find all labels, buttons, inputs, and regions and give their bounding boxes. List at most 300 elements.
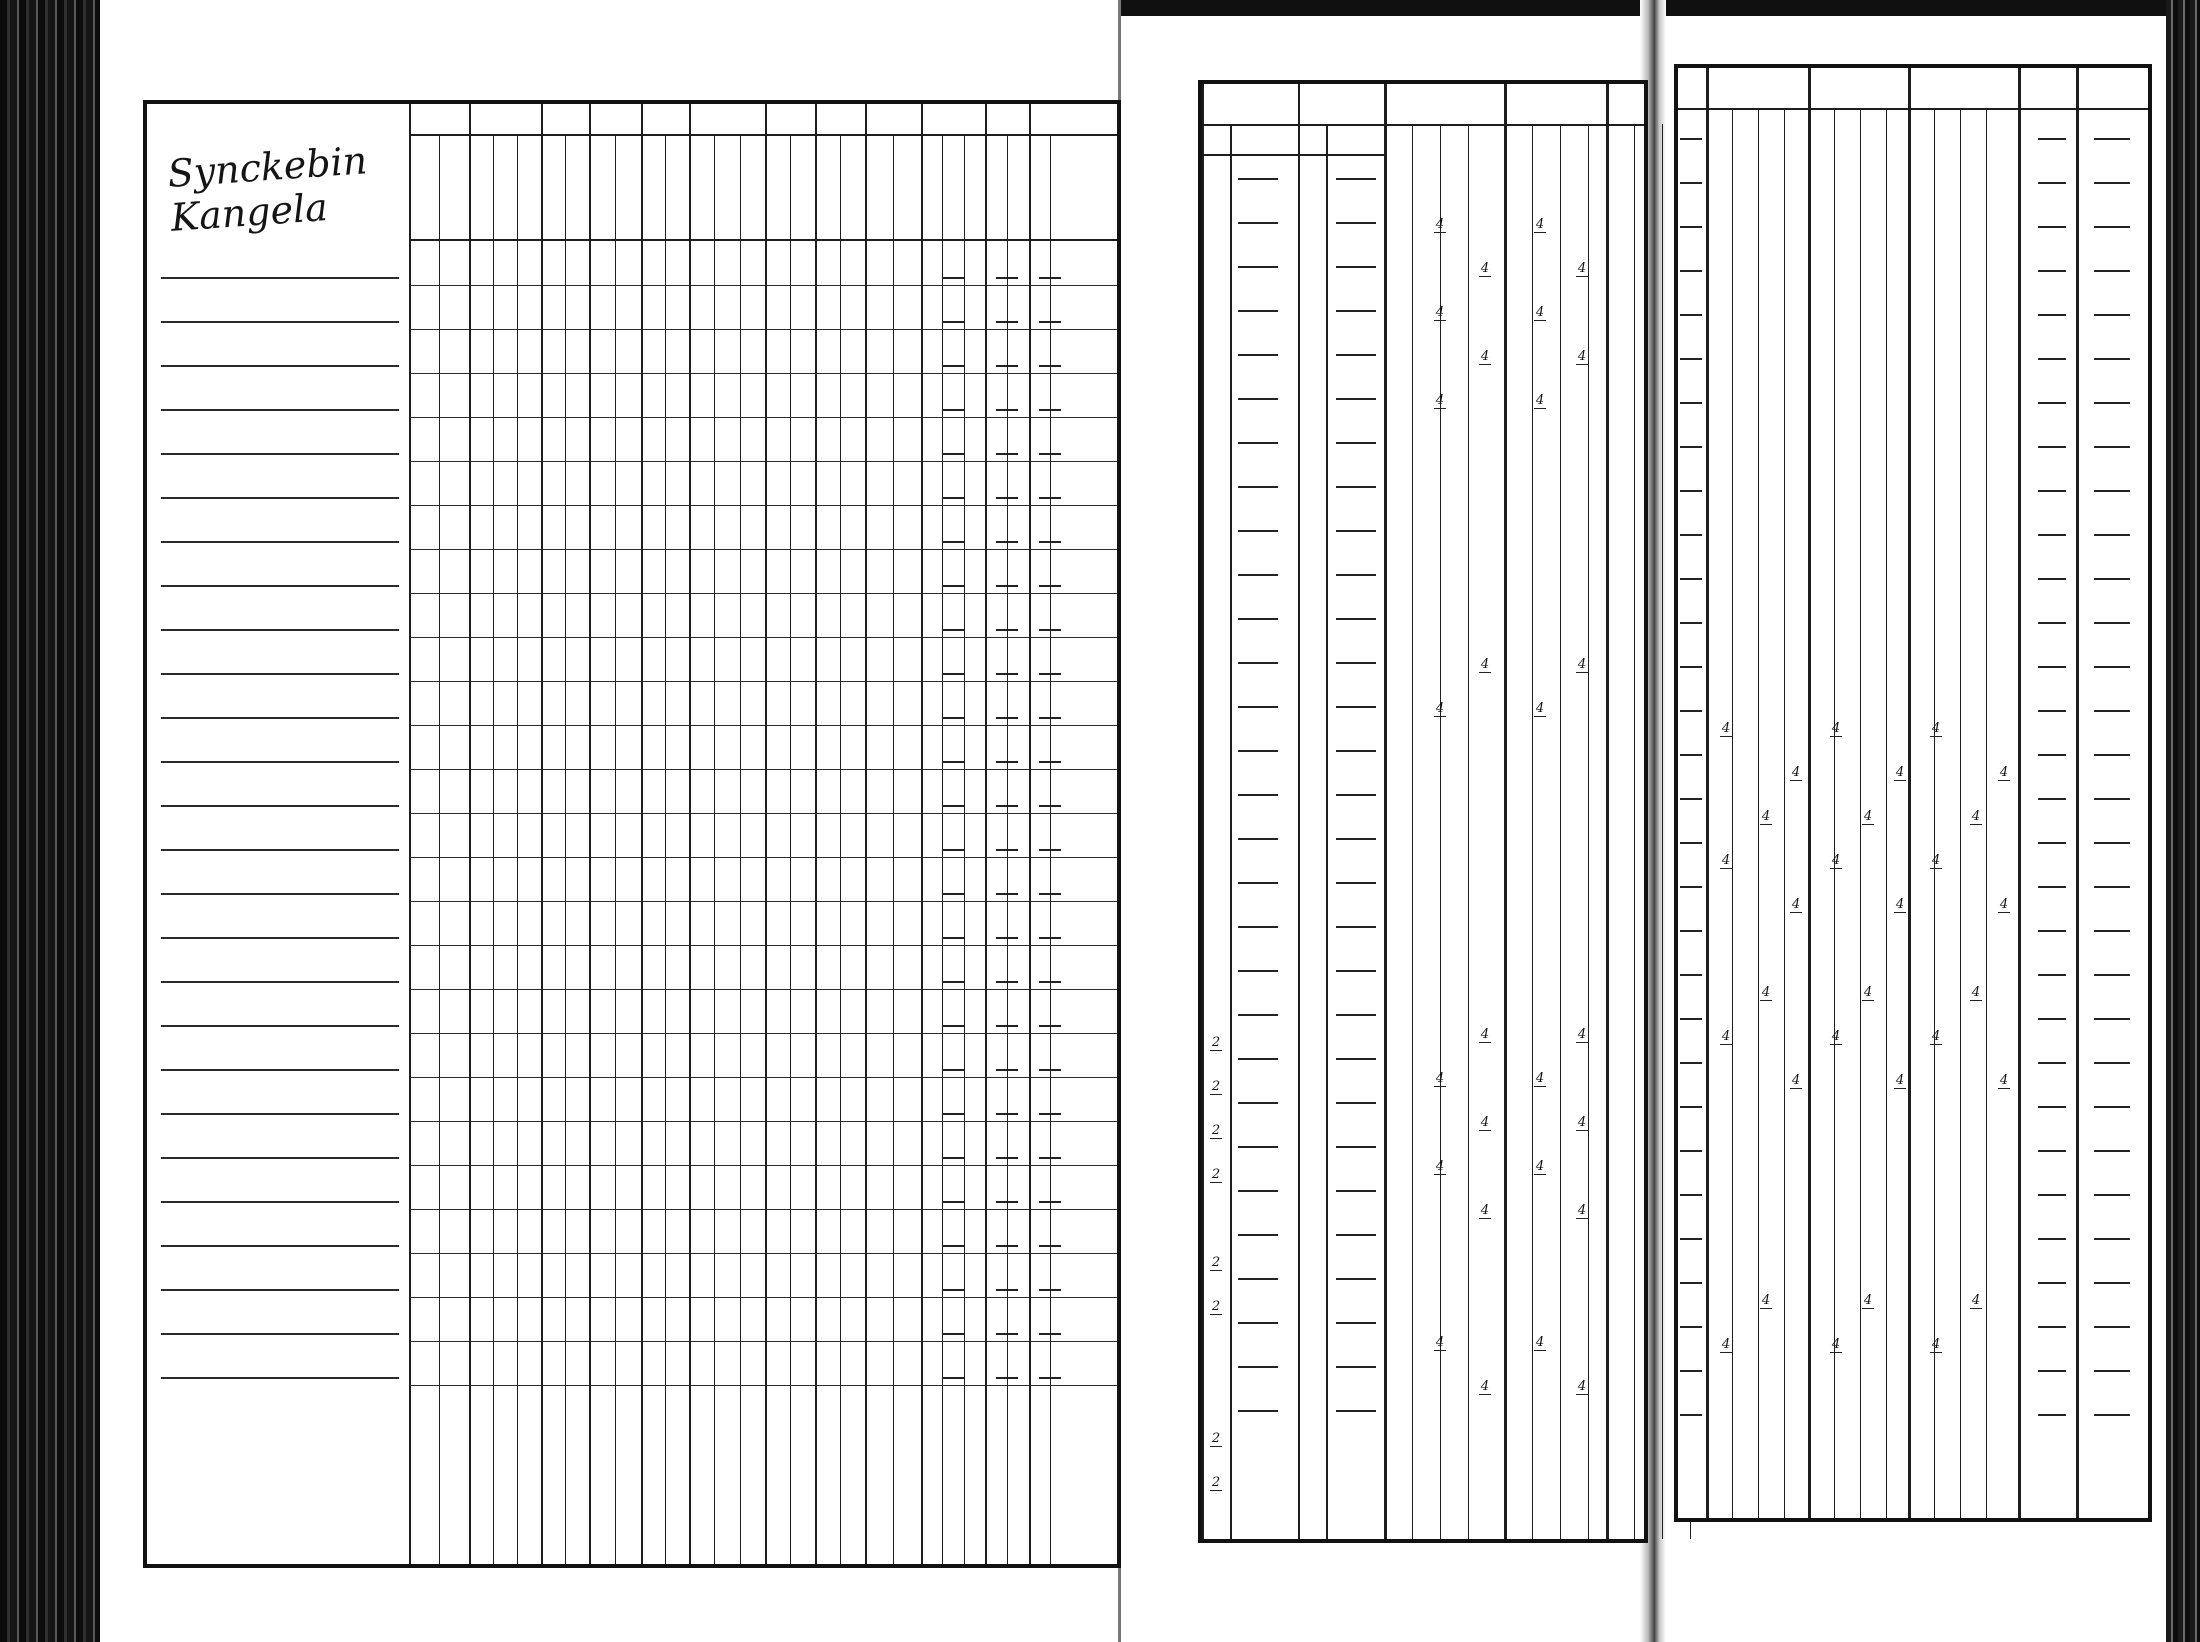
row-rule bbox=[161, 1289, 399, 1291]
header-rule bbox=[1202, 154, 1384, 156]
empty-cell-dash bbox=[996, 1377, 1018, 1379]
row-tick bbox=[1238, 662, 1278, 664]
day-fraction: 4 bbox=[1532, 1160, 1548, 1174]
sub-column-rule bbox=[439, 134, 440, 1564]
row-tick bbox=[2038, 182, 2066, 184]
row-rule bbox=[409, 681, 1117, 682]
left-register-table bbox=[143, 100, 1121, 1568]
column-rule bbox=[2018, 68, 2021, 1518]
row-tick bbox=[1680, 1326, 1702, 1328]
day-fraction: 4 bbox=[1996, 766, 2012, 780]
empty-cell-dash bbox=[942, 1025, 964, 1027]
day-fraction: 4 bbox=[1718, 1030, 1734, 1044]
day-fraction: 4 bbox=[1432, 702, 1448, 716]
row-tick bbox=[2094, 1018, 2130, 1020]
sub-column-rule bbox=[1230, 124, 1232, 1539]
row-tick bbox=[1238, 1278, 1278, 1280]
row-rule bbox=[409, 593, 1117, 594]
row-tick bbox=[1680, 490, 1702, 492]
row-tick bbox=[1336, 222, 1376, 224]
row-tick bbox=[1680, 974, 1702, 976]
year-column-rule bbox=[1384, 84, 1387, 1539]
header-rule bbox=[1678, 108, 2148, 110]
row-tick bbox=[2094, 182, 2130, 184]
empty-cell-dash bbox=[942, 937, 964, 939]
row-tick bbox=[1238, 178, 1278, 180]
row-tick bbox=[1238, 882, 1278, 884]
empty-cell-dash bbox=[1039, 673, 1061, 675]
day-fraction: 4 bbox=[1928, 722, 1944, 736]
row-tick bbox=[2094, 842, 2130, 844]
row-tick bbox=[1336, 310, 1376, 312]
sub-column-rule bbox=[1588, 124, 1589, 1539]
row-tick bbox=[2038, 886, 2066, 888]
row-tick bbox=[1680, 534, 1702, 536]
row-tick bbox=[1238, 398, 1278, 400]
row-tick bbox=[1238, 1058, 1278, 1060]
row-tick bbox=[2038, 578, 2066, 580]
sub-column-rule bbox=[1784, 108, 1785, 1518]
row-tick bbox=[2038, 270, 2066, 272]
sub-column-rule bbox=[1960, 108, 1961, 1518]
row-tick bbox=[1680, 1194, 1702, 1196]
row-tick bbox=[1680, 578, 1702, 580]
row-tick bbox=[2038, 622, 2066, 624]
row-rule bbox=[161, 937, 399, 939]
empty-cell-dash bbox=[1039, 453, 1061, 455]
empty-cell-dash bbox=[1039, 761, 1061, 763]
row-tick bbox=[2094, 314, 2130, 316]
empty-cell-dash bbox=[942, 409, 964, 411]
row-rule bbox=[161, 805, 399, 807]
empty-cell-dash bbox=[1039, 1245, 1061, 1247]
sub-column-rule bbox=[1662, 124, 1663, 1539]
empty-cell-dash bbox=[942, 1333, 964, 1335]
column-rule bbox=[921, 104, 923, 1564]
empty-cell-dash bbox=[1039, 893, 1061, 895]
day-fraction: 4 bbox=[1892, 898, 1908, 912]
row-tick bbox=[1238, 1014, 1278, 1016]
row-tick bbox=[2038, 358, 2066, 360]
row-tick bbox=[2094, 1106, 2130, 1108]
row-tick bbox=[1680, 666, 1702, 668]
sub-column-rule bbox=[1412, 124, 1413, 1539]
row-tick bbox=[1238, 442, 1278, 444]
row-tick bbox=[2094, 402, 2130, 404]
day-fraction: 4 bbox=[1860, 1294, 1876, 1308]
row-rule bbox=[409, 1385, 1117, 1386]
row-rule bbox=[161, 893, 399, 895]
row-tick bbox=[1680, 1238, 1702, 1240]
book-spine-shadow bbox=[0, 0, 100, 1642]
row-rule bbox=[409, 1165, 1117, 1166]
year-column-rule bbox=[1808, 68, 1811, 1518]
row-rule bbox=[161, 585, 399, 587]
empty-cell-dash bbox=[942, 453, 964, 455]
column-rule bbox=[689, 104, 691, 1564]
empty-cell-dash bbox=[1039, 585, 1061, 587]
day-fraction: 4 bbox=[1788, 766, 1804, 780]
sub-column-rule bbox=[1934, 108, 1935, 1518]
row-tick bbox=[1680, 446, 1702, 448]
row-rule bbox=[409, 1033, 1117, 1034]
row-tick bbox=[1238, 926, 1278, 928]
empty-cell-dash bbox=[996, 1069, 1018, 1071]
column-rule bbox=[765, 104, 767, 1564]
row-tick bbox=[1238, 530, 1278, 532]
empty-cell-dash bbox=[1039, 1157, 1061, 1159]
empty-cell-dash bbox=[1039, 849, 1061, 851]
empty-cell-dash bbox=[996, 321, 1018, 323]
empty-cell-dash bbox=[942, 277, 964, 279]
row-tick bbox=[1680, 314, 1702, 316]
row-tick bbox=[2038, 1062, 2066, 1064]
empty-cell-dash bbox=[996, 629, 1018, 631]
column-rule bbox=[985, 104, 987, 1564]
row-rule bbox=[409, 329, 1117, 330]
day-fraction: 4 bbox=[1432, 306, 1448, 320]
row-tick bbox=[1336, 1190, 1376, 1192]
row-tick bbox=[1238, 222, 1278, 224]
row-tick bbox=[2038, 1106, 2066, 1108]
row-tick bbox=[1238, 750, 1278, 752]
row-tick bbox=[1680, 1062, 1702, 1064]
empty-cell-dash bbox=[1039, 541, 1061, 543]
empty-cell-dash bbox=[942, 1069, 964, 1071]
row-tick bbox=[1238, 618, 1278, 620]
empty-cell-dash bbox=[1039, 1113, 1061, 1115]
sub-column-rule bbox=[1634, 124, 1635, 1539]
row-tick bbox=[2094, 1326, 2130, 1328]
row-tick bbox=[2038, 226, 2066, 228]
day-fraction: 4 bbox=[1718, 854, 1734, 868]
empty-cell-dash bbox=[942, 717, 964, 719]
row-tick bbox=[1238, 794, 1278, 796]
empty-cell-dash bbox=[1039, 277, 1061, 279]
empty-cell-dash bbox=[1039, 365, 1061, 367]
row-tick bbox=[1238, 1102, 1278, 1104]
row-tick bbox=[2038, 138, 2066, 140]
empty-cell-dash bbox=[996, 277, 1018, 279]
empty-cell-dash bbox=[1039, 981, 1061, 983]
row-tick bbox=[1336, 486, 1376, 488]
row-tick bbox=[2094, 1194, 2130, 1196]
row-tick bbox=[2038, 1326, 2066, 1328]
row-tick bbox=[1336, 706, 1376, 708]
row-tick bbox=[1238, 706, 1278, 708]
day-fraction: 4 bbox=[1788, 1074, 1804, 1088]
row-rule bbox=[161, 849, 399, 851]
row-tick bbox=[2094, 1238, 2130, 1240]
row-tick bbox=[1336, 1366, 1376, 1368]
row-tick bbox=[1336, 1278, 1376, 1280]
birth-day-fraction: 2 bbox=[1208, 1168, 1224, 1182]
row-tick bbox=[1680, 182, 1702, 184]
empty-cell-dash bbox=[942, 1245, 964, 1247]
day-fraction: 4 bbox=[1477, 350, 1493, 364]
column-rule bbox=[2076, 68, 2079, 1518]
empty-cell-dash bbox=[942, 629, 964, 631]
empty-cell-dash bbox=[1039, 717, 1061, 719]
day-fraction: 4 bbox=[1928, 854, 1944, 868]
empty-cell-dash bbox=[1039, 1025, 1061, 1027]
year-column-rule bbox=[1706, 68, 1709, 1518]
day-fraction: 4 bbox=[1968, 986, 1984, 1000]
sub-column-rule bbox=[1834, 108, 1835, 1518]
row-tick bbox=[1680, 138, 1702, 140]
row-tick bbox=[1336, 1234, 1376, 1236]
row-tick bbox=[1238, 310, 1278, 312]
day-fraction: 4 bbox=[1968, 810, 1984, 824]
sub-column-rule bbox=[790, 134, 791, 1564]
column-rule bbox=[409, 104, 411, 1564]
row-rule bbox=[161, 1333, 399, 1335]
row-rule bbox=[161, 761, 399, 763]
row-tick bbox=[1336, 1410, 1376, 1412]
row-rule bbox=[409, 1253, 1117, 1254]
sub-column-rule bbox=[493, 134, 494, 1564]
day-fraction: 4 bbox=[1574, 262, 1590, 276]
year-column-rule bbox=[1606, 84, 1609, 1539]
row-tick bbox=[1336, 662, 1376, 664]
empty-cell-dash bbox=[942, 321, 964, 323]
day-fraction: 4 bbox=[1477, 1204, 1493, 1218]
column-rule bbox=[589, 104, 591, 1564]
row-tick bbox=[1336, 794, 1376, 796]
row-tick bbox=[2094, 1150, 2130, 1152]
row-rule bbox=[409, 461, 1117, 462]
empty-cell-dash bbox=[942, 541, 964, 543]
day-fraction: 4 bbox=[1996, 1074, 2012, 1088]
row-tick bbox=[1680, 1150, 1702, 1152]
sub-column-rule bbox=[1560, 124, 1561, 1539]
book-edge-shadow bbox=[2166, 0, 2200, 1642]
day-fraction: 4 bbox=[1432, 394, 1448, 408]
empty-cell-dash bbox=[996, 1245, 1018, 1247]
row-tick bbox=[2038, 402, 2066, 404]
row-tick bbox=[2094, 622, 2130, 624]
row-tick bbox=[1238, 1410, 1278, 1412]
row-tick bbox=[1680, 842, 1702, 844]
day-fraction: 4 bbox=[1532, 702, 1548, 716]
row-rule bbox=[161, 673, 399, 675]
row-tick bbox=[1336, 1058, 1376, 1060]
empty-cell-dash bbox=[996, 365, 1018, 367]
row-rule bbox=[409, 813, 1117, 814]
empty-cell-dash bbox=[1039, 937, 1061, 939]
day-fraction: 4 bbox=[1432, 1160, 1448, 1174]
empty-cell-dash bbox=[942, 761, 964, 763]
empty-cell-dash bbox=[1039, 409, 1061, 411]
row-tick bbox=[2094, 666, 2130, 668]
empty-cell-dash bbox=[996, 1113, 1018, 1115]
row-tick bbox=[1680, 622, 1702, 624]
empty-cell-dash bbox=[996, 805, 1018, 807]
empty-cell-dash bbox=[1039, 497, 1061, 499]
sub-column-rule bbox=[1886, 108, 1887, 1518]
row-rule bbox=[409, 505, 1117, 506]
day-fraction: 4 bbox=[1574, 350, 1590, 364]
empty-cell-dash bbox=[996, 1289, 1018, 1291]
row-rule bbox=[161, 1245, 399, 1247]
row-tick bbox=[2038, 1018, 2066, 1020]
sub-column-rule bbox=[1326, 124, 1328, 1539]
row-rule bbox=[409, 1209, 1117, 1210]
day-fraction: 4 bbox=[1574, 658, 1590, 672]
day-fraction: 4 bbox=[1892, 1074, 1908, 1088]
row-rule bbox=[409, 373, 1117, 374]
empty-cell-dash bbox=[996, 717, 1018, 719]
row-rule bbox=[161, 1025, 399, 1027]
row-tick bbox=[1336, 838, 1376, 840]
day-fraction: 4 bbox=[1532, 218, 1548, 232]
sub-column-rule bbox=[1440, 124, 1441, 1539]
day-fraction: 4 bbox=[1432, 218, 1448, 232]
birth-day-fraction: 2 bbox=[1208, 1124, 1224, 1138]
column-rule bbox=[1202, 84, 1204, 1539]
row-tick bbox=[1336, 618, 1376, 620]
day-fraction: 4 bbox=[1477, 1028, 1493, 1042]
empty-cell-dash bbox=[996, 937, 1018, 939]
row-tick bbox=[1238, 486, 1278, 488]
birth-day-fraction: 2 bbox=[1208, 1300, 1224, 1314]
row-rule bbox=[409, 725, 1117, 726]
day-fraction: 4 bbox=[1828, 1030, 1844, 1044]
row-tick bbox=[1680, 1414, 1702, 1416]
row-rule bbox=[409, 549, 1117, 550]
year-column-rule bbox=[1908, 68, 1911, 1518]
day-fraction: 4 bbox=[1574, 1380, 1590, 1394]
birth-day-fraction: 2 bbox=[1208, 1476, 1224, 1490]
day-fraction: 4 bbox=[1532, 306, 1548, 320]
empty-cell-dash bbox=[1039, 1201, 1061, 1203]
day-fraction: 4 bbox=[1477, 658, 1493, 672]
row-rule bbox=[409, 1077, 1117, 1078]
row-tick bbox=[1336, 530, 1376, 532]
empty-cell-dash bbox=[942, 497, 964, 499]
row-tick bbox=[1336, 178, 1376, 180]
sub-column-rule bbox=[1532, 124, 1533, 1539]
birth-day-fraction: 2 bbox=[1208, 1432, 1224, 1446]
column-rule bbox=[469, 104, 471, 1564]
empty-cell-dash bbox=[996, 849, 1018, 851]
row-tick bbox=[1238, 266, 1278, 268]
row-rule bbox=[161, 409, 399, 411]
sub-column-rule bbox=[565, 134, 566, 1564]
sub-column-rule bbox=[1986, 108, 1987, 1518]
row-tick bbox=[2094, 1414, 2130, 1416]
row-tick bbox=[1336, 926, 1376, 928]
row-rule bbox=[161, 981, 399, 983]
empty-cell-dash bbox=[996, 497, 1018, 499]
day-fraction: 4 bbox=[1928, 1338, 1944, 1352]
empty-cell-dash bbox=[996, 453, 1018, 455]
empty-cell-dash bbox=[942, 1157, 964, 1159]
row-tick bbox=[2094, 446, 2130, 448]
row-rule bbox=[161, 497, 399, 499]
birth-day-fraction: 2 bbox=[1208, 1036, 1224, 1050]
row-rule bbox=[161, 1113, 399, 1115]
row-tick bbox=[2094, 930, 2130, 932]
row-tick bbox=[1680, 226, 1702, 228]
row-rule bbox=[409, 285, 1117, 286]
row-rule bbox=[409, 637, 1117, 638]
row-rule bbox=[161, 365, 399, 367]
day-fraction: 4 bbox=[1758, 1294, 1774, 1308]
row-rule bbox=[409, 1121, 1117, 1122]
row-rule bbox=[161, 1377, 399, 1379]
header-rule bbox=[409, 134, 1117, 136]
row-tick bbox=[2038, 1370, 2066, 1372]
row-tick bbox=[2038, 1238, 2066, 1240]
column-rule bbox=[815, 104, 817, 1564]
row-tick bbox=[2038, 534, 2066, 536]
empty-cell-dash bbox=[996, 409, 1018, 411]
row-tick bbox=[1680, 930, 1702, 932]
row-tick bbox=[1680, 1018, 1702, 1020]
sub-column-rule bbox=[665, 134, 666, 1564]
day-fraction: 4 bbox=[1788, 898, 1804, 912]
row-tick bbox=[1238, 970, 1278, 972]
row-tick bbox=[2094, 1062, 2130, 1064]
empty-cell-dash bbox=[996, 1025, 1018, 1027]
row-tick bbox=[1336, 750, 1376, 752]
birth-day-fraction: 2 bbox=[1208, 1080, 1224, 1094]
row-rule bbox=[161, 453, 399, 455]
row-tick bbox=[1680, 402, 1702, 404]
right-register-table bbox=[1674, 64, 2152, 1522]
day-fraction: 4 bbox=[1828, 1338, 1844, 1352]
row-tick bbox=[2094, 1370, 2130, 1372]
row-tick bbox=[1336, 574, 1376, 576]
row-tick bbox=[1238, 1234, 1278, 1236]
column-rule bbox=[541, 104, 543, 1564]
empty-cell-dash bbox=[942, 893, 964, 895]
row-rule bbox=[409, 769, 1117, 770]
header-rule bbox=[409, 239, 1117, 241]
row-rule bbox=[409, 417, 1117, 418]
row-tick bbox=[1680, 1106, 1702, 1108]
empty-cell-dash bbox=[996, 1333, 1018, 1335]
row-tick bbox=[2094, 974, 2130, 976]
column-rule bbox=[1029, 104, 1031, 1564]
row-tick bbox=[1238, 838, 1278, 840]
sub-column-rule bbox=[517, 134, 518, 1564]
day-fraction: 4 bbox=[1860, 986, 1876, 1000]
sub-column-rule bbox=[1468, 124, 1469, 1539]
row-tick bbox=[2094, 270, 2130, 272]
empty-cell-dash bbox=[1039, 1069, 1061, 1071]
row-tick bbox=[2038, 446, 2066, 448]
sub-column-rule bbox=[840, 134, 841, 1564]
row-tick bbox=[2038, 798, 2066, 800]
row-tick bbox=[1336, 882, 1376, 884]
day-fraction: 4 bbox=[1532, 1336, 1548, 1350]
day-fraction: 4 bbox=[1718, 722, 1734, 736]
column-rule bbox=[641, 104, 643, 1564]
empty-cell-dash bbox=[942, 673, 964, 675]
empty-cell-dash bbox=[996, 1157, 1018, 1159]
empty-cell-dash bbox=[1039, 321, 1061, 323]
day-fraction: 4 bbox=[1928, 1030, 1944, 1044]
empty-cell-dash bbox=[1039, 1289, 1061, 1291]
empty-cell-dash bbox=[942, 1113, 964, 1115]
row-tick bbox=[2094, 710, 2130, 712]
empty-cell-dash bbox=[996, 761, 1018, 763]
empty-cell-dash bbox=[996, 673, 1018, 675]
day-fraction: 4 bbox=[1532, 394, 1548, 408]
day-fraction: 4 bbox=[1892, 766, 1908, 780]
